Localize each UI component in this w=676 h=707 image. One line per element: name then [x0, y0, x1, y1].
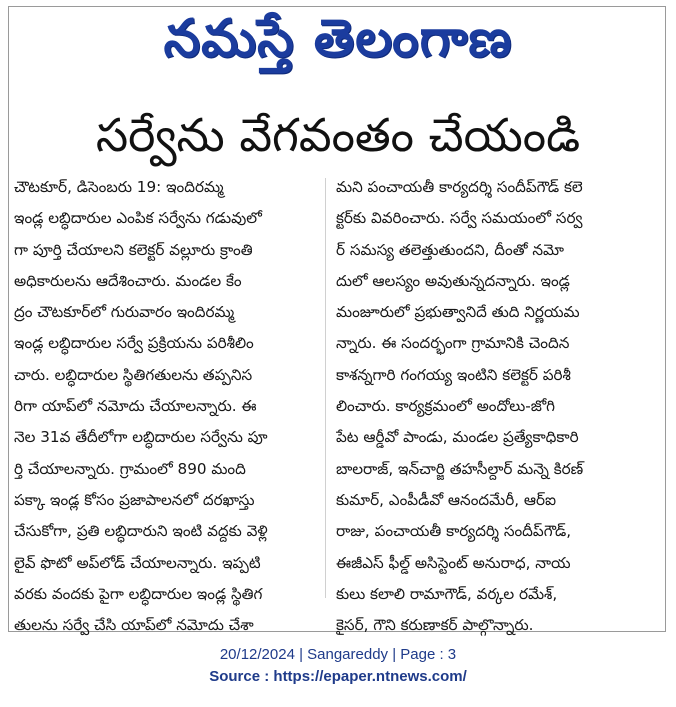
article-line: క్టర్‌కు వివరించారు. సర్వే సమయంలో సర్వ	[336, 209, 583, 228]
article-line: లించారు. కార్యక్రమంలో అందోలు-జోగి	[336, 397, 555, 416]
article-line: వరకు వందకు పైగా లబ్ధిదారుల ఇండ్ల స్థితిగ	[14, 584, 263, 603]
article-line: కాశన్నగారి గంగయ్య ఇంటిని కలెక్టర్ పరిశీ	[336, 365, 571, 384]
article-headline: సర్వేను వేగవంతం చేయండి	[95, 108, 581, 162]
article-line: చారు. లబ్ధిదారుల స్థితిగతులను తప్పనిస	[14, 365, 253, 384]
article-line: ఇండ్ల లబ్ధిదారుల సర్వే ప్రక్రియను పరిశీలిం	[14, 334, 254, 353]
article-line: మని పంచాయతీ కార్యదర్శి సందీప్‌గౌడ్ కలె	[336, 178, 583, 196]
article-line: ద్రం చౌటకూర్‌లో గురువారం ఇందిరమ్మ	[14, 303, 235, 322]
article-line: కులు కలాలి రామాగౌడ్, వర్కల రమేశ్,	[336, 584, 558, 603]
article-line: పేట ఆర్డీవో పాండు, మండల ప్రత్యేకాధికారి	[336, 428, 579, 447]
article-line: ర్తి చేయాలన్నారు. గ్రామంలో 890 మంది	[14, 459, 246, 478]
article-line: పక్కా ఇండ్ల కోసం ప్రజాపాలనలో దరఖాస్తు	[14, 490, 255, 509]
column-divider	[325, 178, 326, 598]
article-line: రాజు, పంచాయతీ కార్యదర్శి సందీప్‌గౌడ్,	[336, 522, 572, 541]
article-line: అధికారులను ఆదేశించారు. మండల కేం	[14, 271, 242, 290]
article-line: కైసర్, గౌని కరుణాకర్ పాల్గొన్నారు.	[336, 616, 534, 635]
article-line: ఈజీఎస్ ఫీల్డ్ అసిస్టెంట్ అనురాధ, నాయ	[336, 553, 571, 572]
article-column-right	[336, 172, 642, 641]
article-line: రిగా యాప్‌లో నమోదు చేయాలన్నారు. ఈ	[14, 397, 257, 416]
article-line: లైవ్ ఫొటో అప్‌లోడ్ చేయాలన్నారు. ఇప్పటి	[14, 553, 261, 572]
article-column-left	[14, 172, 314, 641]
article-line: బాలరాజ్, ఇన్‌చార్జి తహసీల్దార్ మన్నె కిరణ్	[336, 459, 584, 478]
article-line: తులను సర్వే చేసి యాప్‌లో నమోదు చేశా	[14, 616, 254, 635]
article-line: ర్ సమస్య తలెత్తుతుందని, దీంతో నమో	[336, 240, 564, 259]
article-line: ఇండ్ల లబ్ధిదారుల ఎంపిక సర్వేను గడువులో	[14, 209, 262, 228]
article-line: దులో ఆలస్యం అవుతున్నదన్నారు. ఇండ్ల	[336, 271, 570, 290]
article-line: కుమార్, ఎంపీడీవో ఆనందమేరీ, ఆర్‌ఐ	[336, 490, 557, 509]
clipping-source-line: Source : https://epaper.ntnews.com/	[209, 668, 467, 685]
newspaper-masthead: నమస్తే తెలంగాణ	[163, 9, 513, 69]
clipping-date-line: 20/12/2024 | Sangareddy | Page : 3	[219, 646, 457, 663]
article-line: గా పూర్తి చేయాలని కలెక్టర్ వల్లూరు క్రాంతి	[14, 240, 253, 259]
article-line: చేసుకోగా, ప్రతి లబ్ధిదారుని ఇంటి వద్దకు వెళ్లి	[14, 522, 268, 541]
article-line: న్నారు. ఈ సందర్భంగా గ్రామానికి చెందిన	[336, 334, 570, 353]
article-line: మంజూరులో ప్రభుత్వానిదే తుది నిర్ణయమ	[336, 303, 580, 322]
article-line: చౌటకూర్, డిసెంబరు 19: ఇందిరమ్మ	[14, 178, 224, 196]
article-line: నెల 31వ తేదీలోగా లబ్ధిదారుల సర్వేను పూ	[14, 428, 268, 447]
